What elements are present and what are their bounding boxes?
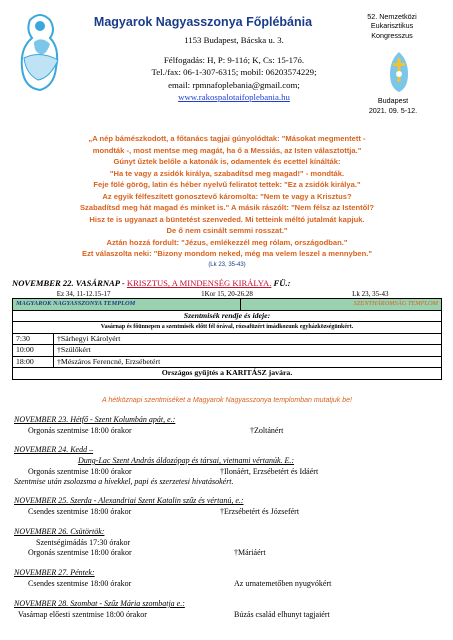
quote-line: mondták -, most mentse meg magát, ha ő a Messiás, az Isten választottja." (92, 145, 362, 155)
quote-line: Az egyik félfeszített gonosztevő káromolta: "Nem te vagy a Krisztus? (102, 191, 352, 201)
table-row (13, 333, 442, 345)
mass-type: Csendes szentmise 18:00 órakor (28, 579, 132, 588)
church-left-header: MAGYAROK NAGYASSZONYA TEMPLOM (13, 299, 241, 311)
day-heading: NOVEMBER 26. Csütörtök: (14, 527, 105, 536)
list-item (36, 538, 130, 547)
day-subtitle: Dung-Lac Szent András áldozópap és társai, vietnami vértanúk. E.: (78, 456, 295, 465)
mass-intention: †Sárhegyi Károlyért (54, 333, 442, 345)
liturgy-note: Szentmise után zsolozsma a hívekkel, papi és szerzetesi hivatásokért. (14, 477, 234, 486)
mass-intention: Búzás család elhunyt tagjaiért (234, 610, 330, 619)
sunday-feast: KRISZTUS, A MINDENSÉG KIRÁLYA. (126, 278, 272, 288)
day-heading: NOVEMBER 28. Szombat - Szűz Mária szombatja e.: (14, 599, 185, 608)
congress-date (345, 96, 441, 116)
quote-line: De ő nem csinált semmi rosszat." (166, 226, 288, 235)
mass-intention: †Máriáért (234, 548, 266, 557)
mass-type: Orgonás szentmise 18:00 órakor (28, 426, 132, 435)
order-title: Szentmisék rendje és ideje: (13, 310, 442, 322)
mass-intention: †Mészáros Ferencné, Erzsébetért (54, 356, 442, 368)
table-row (13, 345, 442, 357)
mass-time: 18:00 (13, 356, 54, 368)
mass-type: Szentségimádás 17:30 órakor (36, 538, 131, 547)
reading-3: Lk 23, 35-43 (352, 290, 389, 298)
mass-schedule-table (12, 298, 442, 380)
reading-2: 1Kor 15, 20-26.28 (201, 290, 253, 298)
reading-1: Ez 34, 11-12.15-17 (56, 290, 111, 298)
congress-line-3: Kongresszus (371, 30, 413, 40)
day-heading: NOVEMBER 23. Hétfő - Szent Kolumbán apát, e.: (14, 415, 176, 424)
table-row (13, 356, 442, 368)
sunday-heading (12, 278, 442, 288)
gospel-quote (12, 133, 442, 271)
quote-reference: (Lk 23, 35-43) (208, 261, 246, 268)
rosary-note: Vasárnap és főünnepen a szentmisék előtt fél órával, rózsafüzért imádkozunk egyházközségünkért. (13, 322, 442, 334)
list-item (18, 610, 330, 619)
mass-intention: Az urnatemetőben nyugvókért (234, 579, 332, 588)
quote-line: Szabadítsd meg hát magad és minket is." A másik rászólt: "Nem félsz az Istentől? (79, 203, 375, 212)
list-item (28, 548, 266, 557)
mass-time: 7:30 (13, 333, 54, 345)
day-heading: NOVEMBER 25. Szerda - Alexandriai Szent Katalin szűz és vértanú, e.: (14, 496, 244, 505)
weekday-note: A hétköznapi szentmiséket a Magyarok Nagyasszonya templomban mutatjuk be! (102, 397, 352, 404)
list-item (28, 579, 332, 588)
phone: Tel./fax: 06-1-307-6315; mobil: 06203574229; (151, 67, 317, 78)
quote-line: Ezt válaszolta neki: "Bizony mondom neked, még ma velem leszel a mennyben." (82, 249, 372, 258)
office-hours: Félfogadás: H, P: 9-11ó; K, Cs: 15-17ó. (163, 55, 305, 66)
website-link[interactable]: www.rakospalotaifoplebania.hu (178, 91, 290, 102)
congress-dates: 2021. 09. 5-12. (368, 106, 418, 115)
quote-line: Aztán hozzá fordult: "Jézus, emlékezzél meg rólam, országodban." (106, 237, 348, 247)
mass-type: Csendes szentmise 18:00 órakor (28, 507, 132, 516)
list-item (28, 507, 300, 516)
email: email: rpmnafoplebania@gmail.com; (168, 79, 300, 90)
mass-intention: †Szülőkért (54, 345, 442, 357)
congress-logo (382, 50, 416, 94)
quote-line: Hisz te is ugyanazt a büntetést szenveded. Mi tetteink méltó jutalmát kapjuk. (89, 214, 365, 224)
sunday-suffix: FÜ.: (271, 278, 291, 288)
quote-line: "Ha te vagy a zsidók királya, szabadítsd meg magad!" - mondták. (109, 168, 345, 178)
parish-title: Magyarok Nagyasszonya Főplébánia (93, 15, 313, 29)
day-heading: NOVEMBER 27. Péntek: (14, 568, 95, 577)
mass-type: Orgonás szentmise 18:00 órakor (28, 467, 132, 476)
mass-time: 10:00 (13, 345, 54, 357)
collection-note: Országos gyűjtés a KARITÁSZ javára. (13, 368, 442, 380)
list-item (28, 426, 284, 435)
congress-line-1: 52. Nemzetközi (367, 12, 417, 21)
congress-city: Budapest (377, 96, 409, 105)
parish-logo (10, 8, 76, 94)
quote-line: „A nép bámészkodott, a főtanács tagjai gúnyolódtak: "Másokat megmentett - (88, 134, 366, 143)
sunday-date: NOVEMBER 22. VASÁRNAP - (12, 278, 127, 288)
mass-intention: †Erzsébetért és Józsefért (220, 507, 300, 516)
sunday-readings (12, 290, 442, 298)
church-right-header: SZENTHÁROMSÁG TEMPLOM (241, 299, 442, 311)
list-item (28, 467, 319, 476)
quote-line: Gúnyt űztek belőle a katonák is, odamentek és ecettel kínálták: (113, 157, 341, 166)
mass-type: Orgonás szentmise 18:00 órakor (28, 548, 132, 557)
contact-block (120, 34, 348, 103)
mass-intention: †Ilonáért, Erzsébetért és Idáért (220, 467, 319, 476)
mass-type: Vasárnap előesti szentmise 18:00 órakor (18, 610, 147, 619)
mass-intention: †Zoltánért (250, 426, 284, 435)
congress-label (340, 12, 444, 40)
address: 1153 Budapest, Bácska u. 3. (184, 35, 284, 45)
day-heading: NOVEMBER 24. Kedd – (14, 445, 94, 454)
quote-line: Feje fölé görög, latin és héber nyelvű feliratot tettek: "Ez a zsidók királya." (93, 180, 361, 189)
congress-line-2: Eukarisztikus (370, 21, 414, 31)
